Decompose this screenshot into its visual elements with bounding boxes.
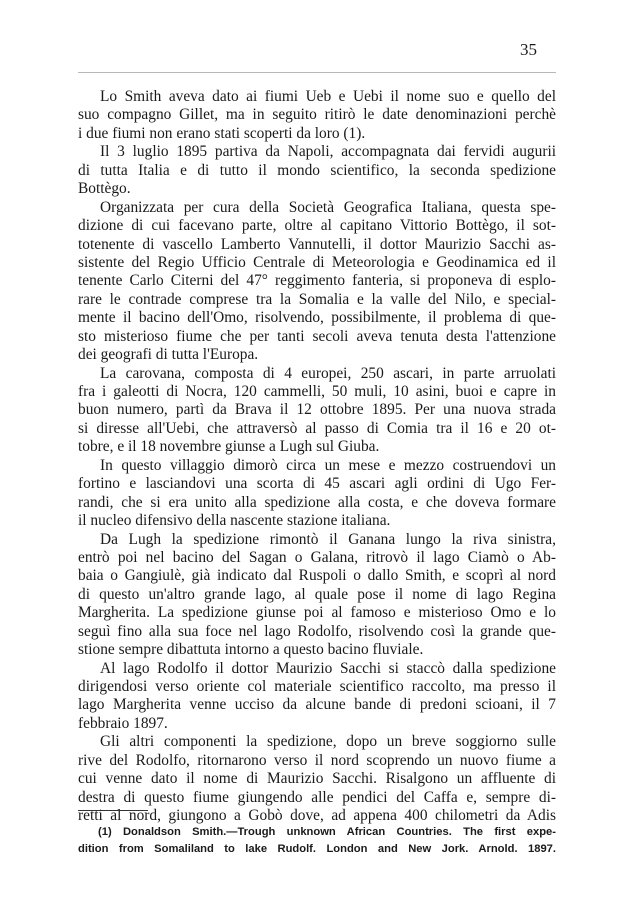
text-line: Gli altri componenti la spedizione, dopo un breve soggiorno sulle	[100, 733, 556, 751]
page-number: 35	[520, 40, 537, 59]
paragraph	[78, 143, 556, 198]
text-line: di questo un'altro grande lago, al quale pose il nome di lago Regina	[78, 585, 556, 603]
text-line: randi, che si era unito alla spedizione alla costa, e che doveva formare	[78, 493, 556, 511]
text-line: rare le contrade comprese tra la Somalia e la valle del Nilo, e special-	[78, 290, 556, 308]
text-line: Al lago Rodolfo il dottor Maurizio Sacchi si staccò dalla spedizione	[100, 659, 556, 677]
footnote	[78, 824, 556, 858]
paragraph	[78, 199, 556, 365]
text-line: Lo Smith aveva dato ai fiumi Ueb e Uebi il nome suo e quello del	[100, 88, 556, 105]
text-line: fra i galeotti di Nocra, 120 cammelli, 50 muli, 10 asini, buoi e capre in	[78, 383, 556, 400]
text-line: rive del Rodolfo, ritornarono verso il nord scoprendo un nuovo fiume a	[78, 751, 556, 769]
header-rule	[78, 72, 556, 73]
text-line: In questo villaggio dimorò circa un mese e mezzo costruendovi un	[100, 456, 556, 474]
text-line: Organizzata per cura della Società Geografica Italiana, questa spe-	[100, 198, 556, 216]
text-line: totenente di vascello Lamberto Vannutelli, il dottor Maurizio Sacchi as-	[78, 235, 556, 253]
text-line: fortino e lasciandovi una scorta di 45 ascari agli ordini di Ugo Fer-	[78, 475, 556, 493]
text-line: sto misterioso fiume che per tanti secoli aveva tenuta desta l'attenzione	[78, 327, 556, 345]
footnote-line: (1) Donaldson Smith.—Trough unknown African Countries. The first expe-	[98, 826, 556, 838]
text-line: destra di questo fiume giungendo alle pendici del Caffa e, sempre di-	[78, 788, 556, 806]
paragraph	[78, 88, 556, 143]
text-line: dei geografi di tutta l'Europa.	[78, 346, 259, 364]
text-line: suo compagno Gillet, ma in seguito ritirò le date denominazioni perchè	[78, 106, 556, 124]
paragraph	[78, 531, 556, 660]
text-line: baia o Gangiulè, già indicato dal Ruspoli o dallo Smith, e scoprì al nord	[78, 567, 556, 585]
text-line: mente il bacino dell'Omo, risolvendo, possibilmente, il problema di que-	[78, 309, 556, 327]
text-line: cui venne dato il nome di Maurizio Sacchi. Risalgono un affluente di	[78, 770, 556, 788]
paragraph	[78, 365, 556, 457]
text-line: febbraio 1897.	[78, 714, 168, 732]
paragraph	[78, 660, 556, 734]
paragraph	[78, 457, 556, 531]
paragraph	[78, 733, 556, 825]
text-line: Margherita. La spedizione giunse poi al famoso e misterioso Omo e lo	[78, 604, 556, 622]
text-line: buon numero, partì da Brava il 12 ottobre 1895. Per una nuova strada	[78, 401, 556, 419]
text-line: dirigendosi verso oriente col materiale scientifico raccolto, ma presso il	[78, 678, 556, 695]
body-text	[78, 88, 556, 826]
text-line: di tutta Italia e di tutto il mondo scientifico, la seconda spedizione	[78, 161, 556, 179]
text-line: lago Margherita venne ucciso da alcune bande di predoni scioani, il 7	[78, 696, 556, 714]
text-line: il nucleo difensivo della nascente stazione italiana.	[78, 512, 391, 530]
text-line: stione sempre dibattuta intorno a questo bacino fluviale.	[78, 641, 424, 659]
text-line: tenente Carlo Citerni del 47° reggimento fanteria, si proponeva di esplo-	[78, 272, 556, 290]
footnote-line: dition from Somaliland to lake Rudolf. London and New Jork. Arnold. 1897.	[78, 843, 556, 855]
text-line: entrò poi nel bacino del Sagan o Galana, ritrovò il lago Ciamò o Ab-	[78, 548, 556, 566]
text-line: dizione di cui facevano parte, oltre al capitano Vittorio Bottègo, il sot-	[78, 217, 556, 235]
text-line: sistente del Regio Ufficio Centrale di Meteorologia e Geodinamica ed il	[78, 253, 556, 271]
text-line: si diresse all'Uebi, che attraversò al passo di Comia tra il 16 e 20 ot-	[78, 419, 556, 437]
text-line: La carovana, composta di 4 europei, 250 ascari, in parte arruolati	[100, 364, 556, 382]
text-line: seguì fino alla sua foce nel lago Rodolfo, risolvendo così la grande que-	[78, 622, 556, 640]
text-line: Bottègo.	[78, 180, 131, 198]
text-line: Da Lugh la spedizione rimontò il Ganana lungo la riva sinistra,	[100, 530, 556, 548]
footnote-rule	[78, 810, 148, 811]
text-line: i due fiumi non erano stati scoperti da loro (1).	[78, 124, 366, 142]
text-line: tobre, e il 18 novembre giunse a Lugh sul Giuba.	[78, 438, 380, 456]
text-line: retti al nord, giungono a Gobò dove, ad appena 400 chilometri da Adis	[78, 807, 556, 825]
text-line: Il 3 luglio 1895 partiva da Napoli, accompagnata dai fervidi augurii	[100, 143, 556, 161]
